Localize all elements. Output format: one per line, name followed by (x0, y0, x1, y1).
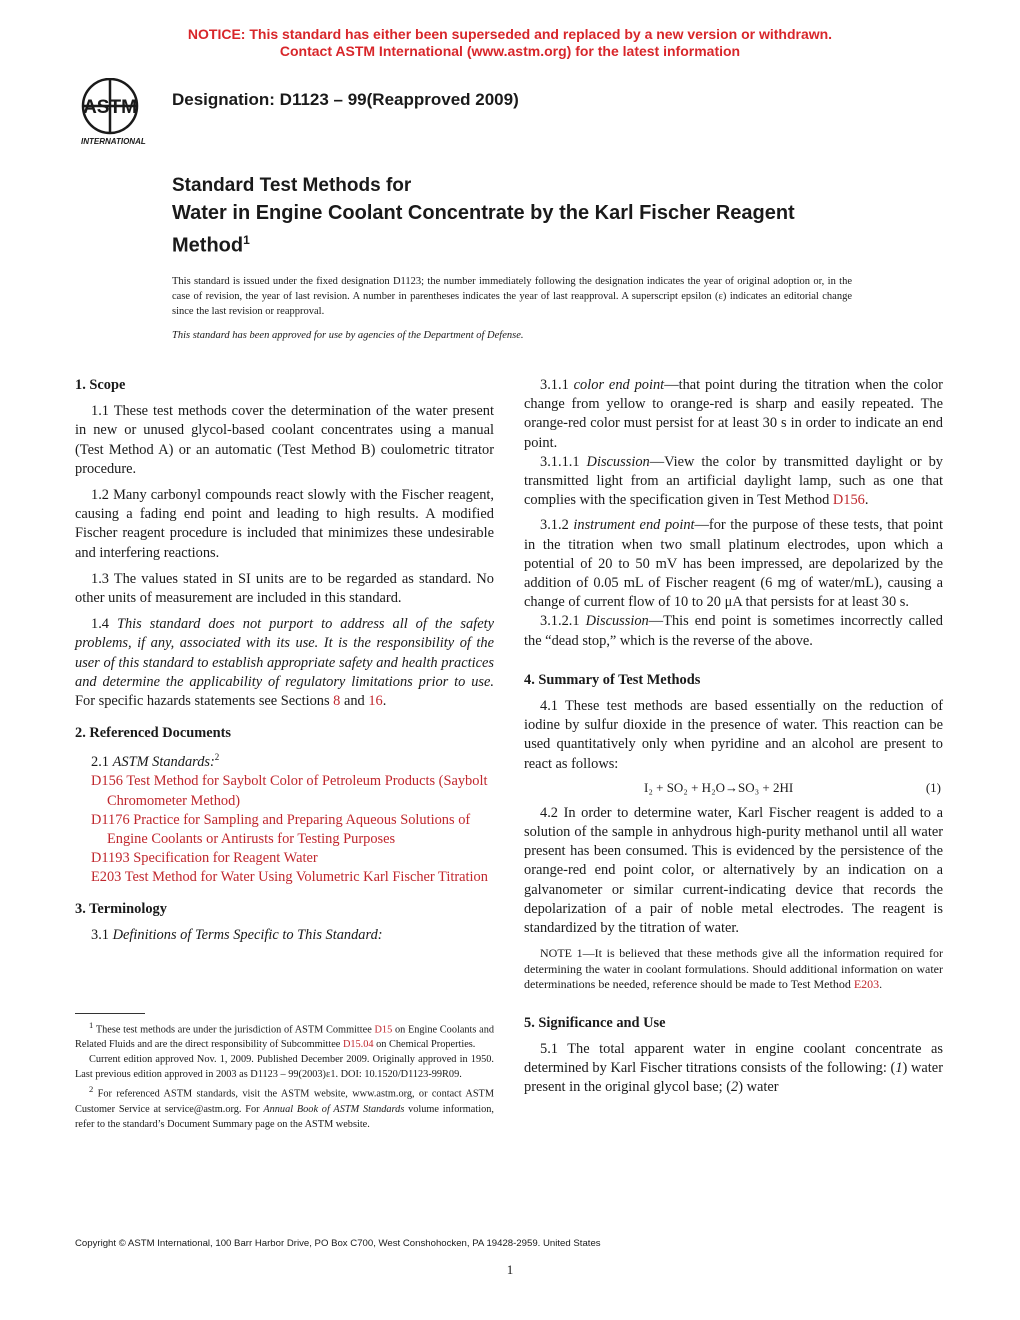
document-title (172, 200, 872, 260)
footnote-2-text: volume information, refer to the standard’s Document Summary page on the ASTM website. (75, 1103, 494, 1130)
safety-caveat: This standard does not purport to address all of the safety problems, if any, associated with its use. It is the responsibility of the user of this standard to establish appropriate safety and health practices and determine the applicability of regulatory limitations prior to use. (75, 616, 494, 690)
discussion-label: Discussion (585, 613, 649, 630)
para-3-1-1-1: 3.1.1.1 Discussion—View the color by transmitted daylight or by transmitted light from an artificial daylight lamp, such as one that complies with the specification given in Test Method D156. (524, 453, 943, 509)
issued-statement: This standard is issued under the fixed designation D1123; the number immediately following the designation indicates the year of original adoption or, in the case of revision, the year of last revision. A number in parentheses indicates the year of last reapproval. A superscript epsilon (ε) indicates an editorial change since the last revision or reapproval. (172, 276, 852, 317)
para-5-1-text: ) water present in the original glycol base; ( (524, 1060, 943, 1096)
para-3-1-2 (524, 516, 943, 612)
footnotes (75, 1018, 494, 1132)
footnote-1-text: on Chemical Properties. (373, 1039, 476, 1051)
astm-standards-label: ASTM Standards: (112, 754, 215, 771)
para-3-1-2-1 (524, 612, 943, 650)
reference-list (75, 772, 494, 887)
reference-title: Specification for Reagent Water (133, 850, 318, 867)
para-1-1: 1.1 These test methods cover the determination of the water present in new or unused glycol-based coolant concentrates using a manual (Test Method A) or an automatic (Test Method B) coulometric titrator procedure. (75, 403, 494, 477)
item-2-marker: 2 (731, 1079, 739, 1096)
title-footnote-marker: 1 (243, 233, 250, 247)
term-color-end-point: color end point (573, 377, 665, 393)
logo-letters: ASTM (83, 97, 137, 118)
reference-code: D1176 (91, 811, 130, 828)
para-4-1: 4.1 These test methods are based essentially on the reduction of iodine by sulfur dioxide in the presence of water. This reaction can be used quantitatively only when pyridine and an alcohol are present to react as follows: (524, 698, 943, 772)
footnote-1 (75, 1018, 494, 1052)
reference-code: E203 (91, 869, 122, 886)
reference-title: Practice for Sampling and Preparing Aqueous Solutions of Engine Coolants or Antirusts for Testing Purposes (107, 811, 471, 848)
significance-heading: 5. Significance and Use (524, 1014, 666, 1031)
footnote-2-marker: 2 (214, 752, 220, 763)
para-1-4 (75, 615, 494, 711)
designation: Designation: D1123 – 99(Reapproved 2009) (172, 90, 519, 109)
superseded-notice (0, 26, 1020, 60)
para-3-1-1-text: —that point during the titration when the color change from yellow to orange-red is sharp and easily repeated. The orange-red color must persist for at least 30 s in order to indicate an end point. (524, 377, 943, 451)
para-3-1-1 (524, 376, 943, 453)
terminology-heading: 3. Terminology (75, 900, 167, 917)
e203-link[interactable]: E203 (853, 977, 880, 992)
reference-link-e203[interactable] (91, 869, 488, 885)
logo-caption: INTERNATIONAL (81, 137, 146, 146)
note-label: NOTE 1 (540, 946, 583, 961)
definitions-label: Definitions of Terms Specific to This Standard: (112, 926, 383, 943)
reference-code: D156 (91, 773, 123, 790)
note-1: NOTE 1—It is believed that these methods give all the information required for determining the water in coolant formulations. Should additional information on water determinations be needed, reference should be made to Test Method E203. (524, 946, 943, 992)
para-3-1-2-number: 3.1.2 (540, 517, 574, 534)
footnote-1-marker: 1 (89, 1020, 94, 1030)
referenced-documents-heading: 2. Referenced Documents (75, 725, 231, 742)
para-1-4-number: 1.4 (91, 616, 117, 633)
section-8-link[interactable]: 8 (333, 693, 341, 710)
term-instrument-end-point: instrument end point (573, 517, 695, 534)
section-16-link[interactable]: 16 (368, 693, 383, 710)
footnote-1-text: These test methods are under the jurisdiction of ASTM Committee (93, 1024, 375, 1036)
footnote-2-text: For referenced ASTM standards, visit the ASTM website, www.astm.org, or contact ASTM Customer Service at service@astm.org. For (75, 1088, 494, 1115)
right-column (524, 376, 943, 1098)
para-3-1-1-number: 3.1.1 (540, 377, 574, 393)
equation-formula: I₂ + SO₂ + H₂O→SO₃ + 2HI (644, 779, 794, 795)
page-number: 1 (506, 1262, 514, 1277)
reference-link-d1176[interactable] (91, 812, 470, 847)
astm-logo (72, 78, 162, 148)
reference-title: Test Method for Saybolt Color of Petroleum Products (Saybolt Chromometer Method) (107, 773, 488, 809)
subcommittee-d15-04-link[interactable]: D15.04 (342, 1039, 374, 1051)
footnote-2 (75, 1082, 494, 1131)
astm-logo-icon (72, 78, 162, 148)
reference-code: D1193 (91, 850, 130, 867)
para-3-1-2-1-number: 3.1.2.1 (540, 613, 586, 630)
para-3-1-2-1-text: —This end point is sometimes incorrectly called the “dead stop,” which is the reverse of the above. (524, 613, 943, 649)
edition-note: Current edition approved Nov. 1, 2009. Published December 2009. Originally approved in 1950. Last previous edition approved in 2003 as D1123 – 99(2003)ε1. DOI: 10.1520/D1123-99R09. (75, 1054, 494, 1081)
para-4-2: 4.2 In order to determine water, Karl Fischer reagent is added to a solution of the sample in anhydrous high-purity methanol until all water present has been consumed. This is evidenced by the persistence of the orange-red end point color, or alternatively by an indication on a galvanometer or similar current-indicating device that records the depolarization of a pair of noble metal electrodes. The reagent is standardized by the titration of water. (524, 804, 943, 937)
reference-item (91, 868, 494, 887)
para-3-1 (75, 926, 494, 945)
copyright-line: Copyright © ASTM International, 100 Barr Harbor Drive, PO Box C700, West Conshohocken, PA 19428-2959. United States (75, 1238, 601, 1249)
note-text: —It is believed that these methods give all the information required for determining the water in coolant formulations. Should additional information on water determinations be needed, reference should be made to Test Method (524, 946, 943, 992)
reference-item (91, 772, 494, 810)
para-2-1-number: 2.1 (91, 754, 113, 771)
equation-number: (1) (925, 779, 941, 795)
committee-d15-link[interactable]: D15 (374, 1024, 393, 1036)
discussion-label: Discussion (586, 453, 650, 470)
para-3-1-2-text: —for the purpose of these tests, that point in the titration when two small platinum electrodes, upon which a potential of 20 to 50 mV has been impressed, are depolarized by the addition of 0.05 mL of Fischer reagent (6 mg of water/mL), causing a change of current flow of 10 to 20 μA that persists for at least 30 s. (524, 517, 943, 611)
summary-heading: 4. Summary of Test Methods (524, 671, 701, 688)
reference-item (91, 811, 494, 849)
para-1-3: 1.3 The values stated in SI units are to be regarded as standard. No other units of measurement are included in this standard. (75, 570, 494, 607)
para-5-1-text: 5.1 The total apparent water in engine coolant concentrate as determined by Karl Fischer titrations consists of the following: ( (524, 1040, 943, 1077)
left-column (75, 376, 494, 945)
equation-1 (524, 774, 943, 804)
footnote-divider (75, 1013, 145, 1014)
footnote-1-text: on Engine Coolants and Related Fluids and are the direct responsibility of Subcommittee (75, 1024, 494, 1051)
footnote-2-marker: 2 (89, 1084, 94, 1095)
para-5-1 (524, 1040, 943, 1098)
para-3-1-1-1-number: 3.1.1.1 (540, 453, 587, 470)
annual-book-title: Annual Book of ASTM Standards (263, 1103, 405, 1115)
title-line-2: Water in Engine Coolant Concentrate by the Karl Fischer Reagent Method (172, 202, 795, 257)
para-3-1-number: 3.1 (91, 926, 113, 943)
item-1-marker: 1 (895, 1060, 903, 1077)
notice-line-1: NOTICE: This standard has either been superseded and replaced by a new version or withdrawn. (187, 26, 833, 42)
notice-line-2: Contact ASTM International (www.astm.org) for the latest information (279, 43, 741, 59)
title-line-1: Standard Test Methods for (172, 175, 412, 196)
scope-heading: 1. Scope (75, 377, 126, 393)
reference-item (91, 849, 494, 868)
para-1-4-end: . (382, 693, 387, 710)
dod-approval: This standard has been approved for use by agencies of the Department of Defense. (172, 330, 524, 341)
reference-title: Test Method for Water Using Volumetric Karl Fischer Titration (124, 869, 488, 886)
para-5-1-text: ) water (738, 1079, 779, 1096)
para-1-4-tail: For specific hazards statements see Sections (75, 693, 334, 710)
para-2-1 (75, 748, 494, 772)
para-1-2: 1.2 Many carbonyl compounds react slowly with the Fischer reagent, causing a fading end point and leading to high results. A modified Fischer reagent procedure is included that minimizes these undesirable and interfering reactions. (75, 487, 494, 561)
reference-link-d1193[interactable] (91, 850, 318, 866)
para-3-1-1-1-text: —View the color by transmitted daylight or by transmitted light from an artificial daylight lamp, such as one that complies with the specification given in Test Method (524, 453, 943, 509)
reference-link-d156[interactable] (91, 773, 487, 808)
para-1-4-and: and (340, 693, 369, 710)
d156-link[interactable]: D156 (832, 492, 865, 509)
